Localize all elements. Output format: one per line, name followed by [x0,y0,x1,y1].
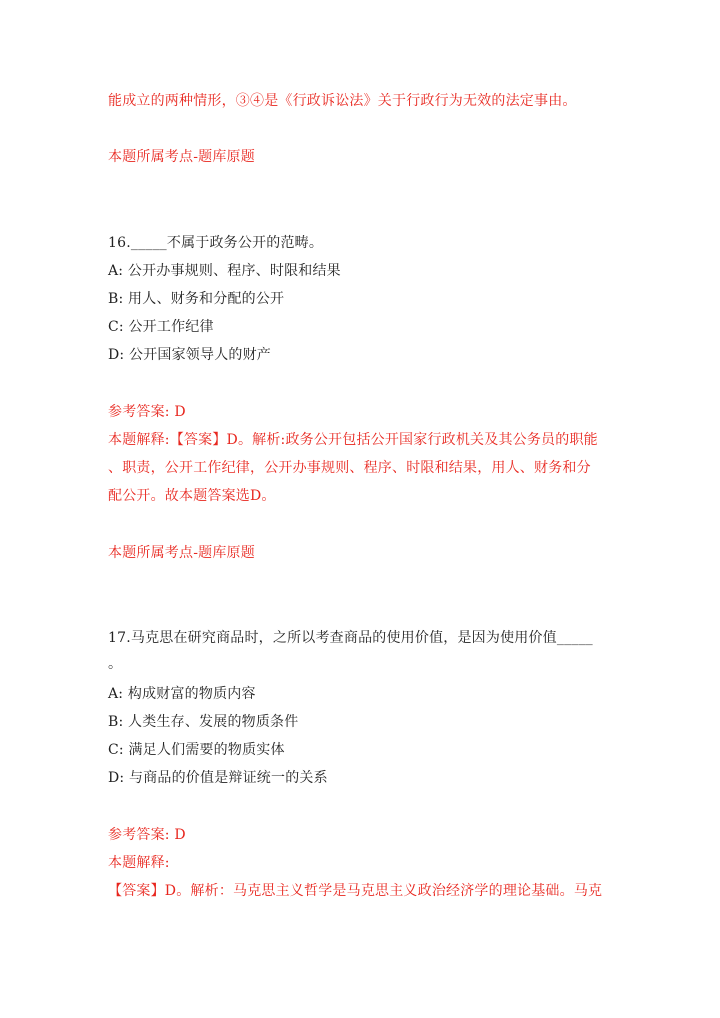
q16-option-a: A: 公开办事规则、程序、时限和结果 [108,263,341,279]
q15-analysis-end: 能成立的两种情形，③④是《行政诉讼法》关于行政行为无效的法定事由。 [108,93,577,109]
q16-question: 16._____不属于政务公开的范畴。 [108,235,324,251]
q16-option-c: C: 公开工作纪律 [108,319,214,335]
q17-answer: 参考答案: D [108,827,186,843]
q17-question-line-2: 。 [108,656,123,672]
q16-option-b: B: 用人、财务和分配的公开 [108,291,285,307]
q16-analysis-line-3: 配公开。故本题答案选D。 [108,488,276,504]
q17-question-line-1: 17.马克思在研究商品时，之所以考查商品的使用价值，是因为使用价值_____ [108,630,593,646]
q17-analysis-line-1: 【答案】D。解析：马克思主义哲学是马克思主义政治经济学的理论基础。马克 [108,883,603,899]
q16-analysis-line-1: 本题解释:【答案】D。解析:政务公开包括公开国家行政机关及其公务员的职能 [108,432,598,448]
q16-option-d: D: 公开国家领导人的财产 [108,347,271,363]
q17-option-b: B: 人类生存、发展的物质条件 [108,714,299,730]
q17-option-c: C: 满足人们需要的物质实体 [108,742,285,758]
q17-option-d: D: 与商品的价值是辩证统一的关系 [108,770,328,786]
q16-analysis-line-2: 、职责，公开工作纪律，公开办事规则、程序、时限和结果，用人、财务和分 [108,460,591,476]
q15-source-tag: 本题所属考点-题库原题 [108,149,255,165]
q16-source-tag: 本题所属考点-题库原题 [108,545,255,561]
q17-option-a: A: 构成财富的物质内容 [108,686,256,702]
q17-analysis-label: 本题解释: [108,855,170,871]
q16-answer: 参考答案: D [108,404,186,420]
